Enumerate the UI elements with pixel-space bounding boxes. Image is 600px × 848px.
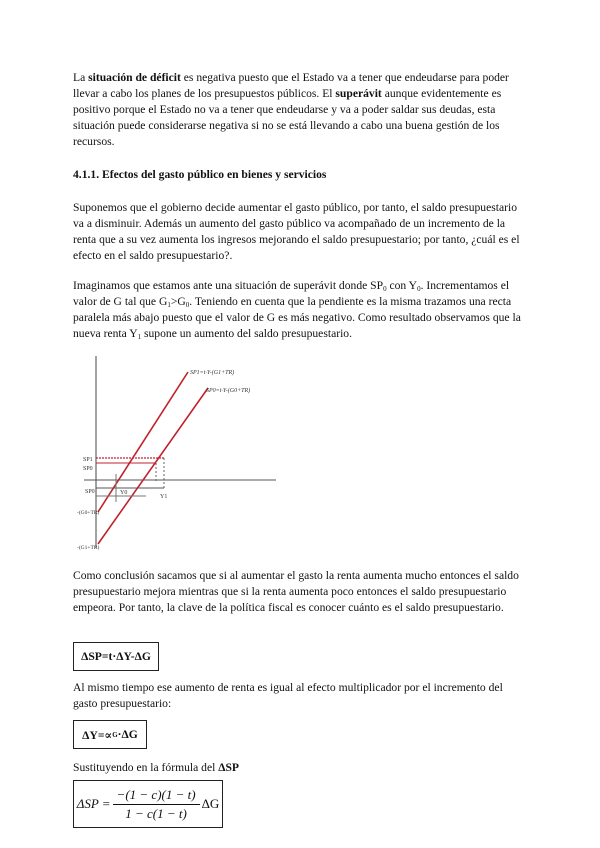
formula-lhs: ΔSP = xyxy=(76,796,111,811)
subscript: 1 xyxy=(137,333,142,341)
formula-fraction xyxy=(113,787,200,822)
sp1-line xyxy=(98,372,188,512)
text-run: . Incrementamos el valor de G tal que G xyxy=(73,279,510,308)
subscript: 1 xyxy=(167,301,171,309)
paragraph-conclusion: Como conclusión sacamos que si al aumentar el gasto la renta aumenta mucho entonces el saldo presupuestario mejora mientras que si la renta aumenta poco entonces el saldo presupuestario empeora. Por tanto, la clave de la política fiscal es conocer cuánto es el saldo presupuestario. xyxy=(73,569,519,614)
budget-balance-figure xyxy=(76,352,282,552)
formula-rhs: ΔG xyxy=(201,796,220,811)
term-delta-sp: ΔSP xyxy=(218,761,240,774)
intercept-g1-label: -(G1+TR) xyxy=(77,545,100,551)
intercept-g0-label: -(G0+TR) xyxy=(77,510,100,516)
text-run: >G xyxy=(170,295,186,308)
sp0-line-label: SP0=t·Y-(G0+TR) xyxy=(206,388,251,394)
formula-delta-sp-substituted xyxy=(73,780,223,828)
formula-part: ΔY=∝ xyxy=(82,728,113,742)
text-run: es negativa puesto que el Estado va a tener que endeudarse para poder llevar a cabo los planes de los presupuestos públicos. El xyxy=(73,71,509,100)
paragraph-superavit-situation xyxy=(73,278,528,342)
subscript: 0 xyxy=(185,301,190,309)
sp0-axis-label: SP0 xyxy=(83,466,93,472)
text-run: supone un aumento del saldo presupuestario. xyxy=(141,327,352,340)
sp0-mid-label: SP0 xyxy=(85,489,95,495)
y0-label: Y0 xyxy=(120,490,128,496)
section-heading: 4.1.1. Efectos del gasto público en bienes y servicios xyxy=(73,168,327,181)
text-run: . Teniendo en cuenta que la pendiente es la misma trazamos una recta paralela más abajo puesto que el valor de G es más negativo. Como resultado observamos que la nueva renta Y xyxy=(73,295,521,340)
term-deficit: situación de déficit xyxy=(88,71,181,84)
paragraph-gasto-publico: Suponemos que el gobierno decide aumentar el gasto público, por tanto, el saldo presupuestario va a disminuir. Además un aumento del gasto público va acompañado de un incremento de la renta que a su vez aumenta los ingresos mejorando el saldo presupuestario; por tanto, ¿cuál es el efecto en el saldo presupuestario?. xyxy=(73,201,520,262)
y1-label: Y1 xyxy=(160,494,168,500)
formula-denominator: 1 − c(1 − t) xyxy=(125,805,187,821)
text-run: Imaginamos que estamos ante una situación de superávit donde SP xyxy=(73,279,384,292)
sp0-line xyxy=(98,388,208,544)
paragraph-multiplier: Al mismo tiempo ese aumento de renta es igual al efecto multiplicador por el incremento del gasto presupuestario: xyxy=(73,681,503,710)
text-run: Sustituyendo en la fórmula del xyxy=(73,761,219,774)
text-run: con Y xyxy=(386,279,418,292)
sp1-line-label: SP1=t·Y-(G1+TR) xyxy=(190,370,235,376)
formula-numerator: −(1 − c)(1 − t) xyxy=(113,787,200,805)
subscript: 0 xyxy=(417,285,421,293)
formula-part: ·ΔG xyxy=(117,728,138,741)
sp1-axis-label: SP1 xyxy=(83,457,93,463)
text-run: La xyxy=(73,71,89,84)
paragraph-deficit-superavit xyxy=(73,70,528,150)
formula-delta-sp: ΔSP=t·ΔY-ΔG xyxy=(73,642,159,671)
formula-delta-y: ΔY=∝ G ·ΔG xyxy=(73,720,147,749)
subscript: 0 xyxy=(383,285,387,293)
term-superavit: superávit xyxy=(335,87,382,100)
text-run: aunque evidentemente es positivo porque el Estado no va a tener que endeudarse y va a poder saldar sus deudas, esta situación puede considerarse negativa si no se está llevando a cabo una buena gestión de los recursos. xyxy=(73,87,502,148)
budget-balance-graph xyxy=(76,352,282,552)
paragraph-substitution xyxy=(73,760,528,776)
